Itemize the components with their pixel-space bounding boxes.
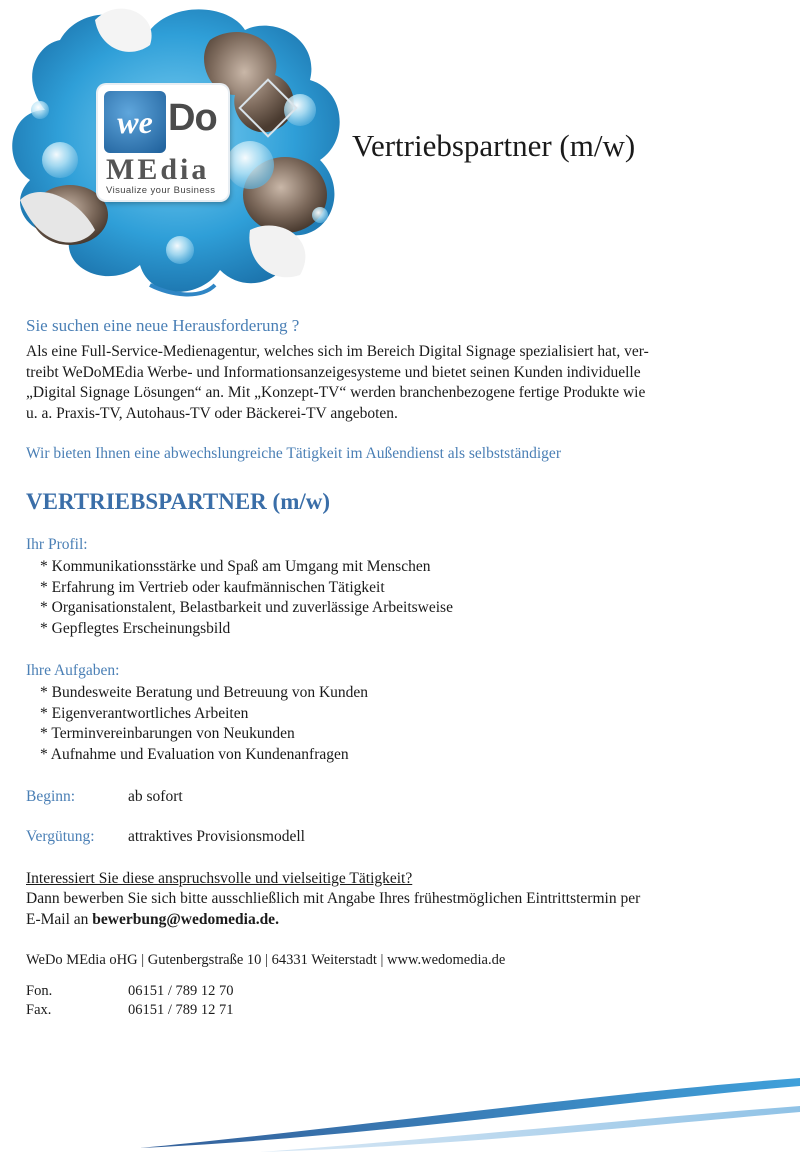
company-logo	[0, 0, 355, 305]
phone-number: 06151 / 789 12 70	[128, 983, 234, 999]
apply-instructions	[26, 889, 716, 930]
tasks-label: Ihre Aufgaben:	[26, 662, 120, 679]
intro-paragraph	[26, 342, 716, 424]
job-posting-body	[26, 313, 716, 1020]
list-item: * Aufnahme und Evaluation von Kundenanfragen	[40, 745, 349, 763]
fax-number: 06151 / 789 12 71	[128, 1002, 234, 1018]
start-label: Beginn:	[26, 788, 76, 805]
offer-line: Wir bieten Ihnen eine abwechslungreiche Tätigkeit im Außendienst als selbstständiger	[26, 445, 561, 462]
intro-line: u. a. Praxis-TV, Autohaus-TV oder Bäckerei-TV angeboten.	[26, 404, 398, 422]
list-item: * Erfahrung im Vertrieb oder kaufmännischen Tätigkeit	[40, 578, 385, 596]
list-item: * Gepflegtes Erscheinungsbild	[40, 619, 231, 637]
page-title: Vertriebspartner (m/w)	[352, 128, 636, 163]
logo-we-mark: we	[104, 91, 166, 153]
intro-line: „Digital Signage Lösungen“ an. Mit „Konzept-TV“ werden branchenbezogene fertige Produkte wie	[26, 384, 646, 401]
phone-label: Fon.	[26, 983, 53, 999]
pay-row	[26, 827, 716, 847]
list-item: * Eigenverantwortliches Arbeiten	[40, 704, 249, 722]
tasks-list	[26, 683, 716, 765]
start-row	[26, 787, 716, 807]
profile-label: Ihr Profil:	[26, 536, 88, 553]
intro-line: treibt WeDoMEdia Werbe- und Informationsanzeigesysteme und bietet seinen Kunden individuelle	[26, 363, 641, 381]
apply-line: Dann bewerben Sie sich bitte ausschließlich mit Angabe Ihres frühestmöglichen Eintrittstermin per	[26, 890, 641, 907]
profile-list	[26, 557, 716, 639]
logo-media-text: MEdia	[106, 153, 210, 186]
list-item: * Bundesweite Beratung und Betreuung von Kunden	[40, 684, 369, 701]
pay-value: attraktives Provisionsmodell	[128, 828, 305, 845]
fax-row	[26, 1001, 716, 1020]
list-item: * Organisationstalent, Belastbarkeit und zuverlässige Arbeitsweise	[40, 599, 453, 616]
contact-block	[26, 982, 716, 1020]
intro-line: Als eine Full-Service-Medienagentur, welches sich im Bereich Digital Signage spezialisiert hat, ver-	[26, 343, 649, 360]
intro-heading: Sie suchen eine neue Herausforderung ?	[26, 316, 300, 335]
pay-label: Vergütung:	[26, 828, 95, 845]
apply-prefix: E-Mail an	[26, 910, 93, 928]
email-link[interactable]: bewerbung@wedomedia.de.	[92, 910, 279, 928]
decorative-swoosh	[0, 1068, 800, 1154]
position-heading: VERTRIEBSPARTNER (m/w)	[26, 489, 331, 514]
list-item: * Terminvereinbarungen von Neukunden	[40, 725, 295, 742]
company-line: WeDo MEdia oHG | Gutenbergstraße 10 | 64331 Weiterstadt | www.wedomedia.de	[26, 952, 506, 968]
list-item: * Kommunikationsstärke und Spaß am Umgang mit Menschen	[40, 558, 431, 575]
logo-badge	[98, 85, 228, 200]
start-value: ab sofort	[128, 788, 183, 805]
fax-label: Fax.	[26, 1002, 52, 1018]
apply-question: Interessiert Sie diese anspruchsvolle und vielseitige Tätigkeit?	[26, 870, 413, 887]
logo-tagline: Visualize your Business	[106, 185, 216, 196]
phone-row	[26, 982, 716, 1001]
logo-do-text: Do	[168, 97, 217, 139]
